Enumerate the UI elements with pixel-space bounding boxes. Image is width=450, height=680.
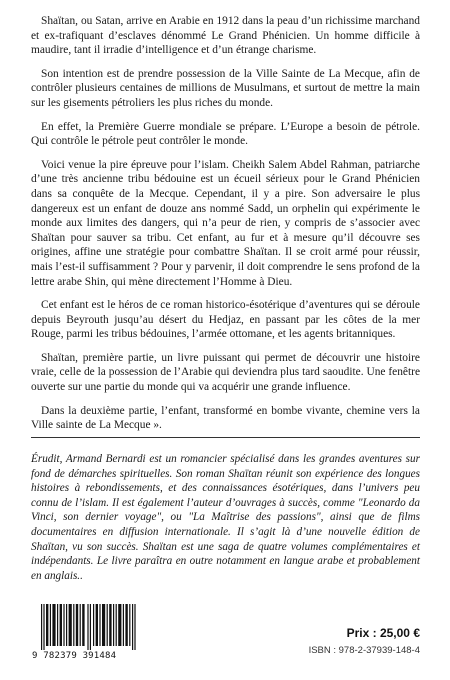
synopsis-paragraph-5: Cet enfant est le héros de ce roman historico-ésotérique d’aventures qui se déroule depuis Beyrouth jusqu’au désert du Hedjaz, en passant par les côtes de la mer Rouge, parmi les tribus bédouines, l’armée ottomane, et les agents britanniques. bbox=[31, 299, 420, 341]
isbn-label: ISBN : 978-2-37939-148-4 bbox=[308, 645, 420, 656]
synopsis-paragraph-7: Dans la deuxième partie, l’enfant, transformé en bombe vivante, chemine vers la Ville sainte de La Mecque ». bbox=[31, 404, 420, 432]
price-label: Prix : 25,00 € bbox=[346, 626, 420, 640]
barcode bbox=[32, 602, 148, 664]
barcode-bars-icon bbox=[32, 602, 148, 650]
synopsis-paragraph-4: Voici venue la pire épreuve pour l’islam. Cheikh Salem Abdel Rahman, patriarche d’une très ancienne tribu bédouine est un écueil sérieux pour le Grand Phénicien dans sa conquête de la Mecque. Cependant, il y a pire. Son adversaire le plus dangereux est un enfant de douze ans nommé Sadd, un orphelin qui expérimente le monde aux limites des dangers, qui n’a peur de rien, y compris de s’associer avec Shaïtan pour sauver sa tribu. Cet enfant, au fur et à mesure qu’il découvre ses origines, affine une stratégie pour combattre Shaïtan. Il se croit armé pour réussir, mais l’est-il suffisamment ? Pour y parvenir, il doit comprendre le sens profond de la lettre arabe Shin, qui mène directement l’Homme à Dieu. bbox=[31, 158, 420, 288]
section-divider bbox=[31, 437, 420, 438]
synopsis-paragraph-1: Shaïtan, ou Satan, arrive en Arabie en 1912 dans la peau d’un richissime marchand et ex-trafiquant d’esclaves dénommé Le Grand Phénicien. Un homme difficile à maudire, tant il irradie d’intelligence et d’un étrange charisme. bbox=[31, 15, 420, 57]
synopsis-text bbox=[31, 14, 420, 442]
synopsis-paragraph-3: En effet, la Première Guerre mondiale se prépare. L’Europe a besoin de pétrole. Qui contrôle le pétrole peut contrôler le monde. bbox=[31, 120, 420, 148]
synopsis-paragraph-6: Shaïtan, première partie, un livre puissant qui permet de découvrir une histoire vraie, celle de la possession de l’Arabie qui deviendra plus tard saoudite. Une fenêtre ouverte sur une partie du monde qui va acquérir une grande influence. bbox=[31, 351, 420, 394]
author-bio bbox=[31, 452, 420, 583]
synopsis-paragraph-2: Son intention est de prendre possession de la Ville Sainte de La Mecque, afin de contrôler plusieurs centaines de millions de Musulmans, et surtout de mettre la main sur les gisements pétroliers les plus riches du monde. bbox=[31, 67, 420, 109]
barcode-digits: 9 782379 391484 bbox=[32, 651, 117, 661]
author-bio-text: Érudit, Armand Bernardi est un romancier spécialisé dans les grandes aventures sur fond de démarches spirituelles. Son roman Shaïtan réunit son expérience des longues histoires à rebondissements, et des connaissances ésotériques, dans l’univers peu connu de l’islam. Il est également l’auteur d’ouvrages à succès, comme "Leonardo da Vinci, son dernier voyage", ou "La Maîtrise des passions", ainsi que de films documentaires en diffusion internationale. Il s’agit là d’une nouvelle édition de Shaïtan, vu son succès. Shaïtan est une saga de quatre volumes complémentaires et indépendants. Le livre paraîtra en outre notamment en langue arabe et probablement en anglais.. bbox=[31, 453, 420, 582]
